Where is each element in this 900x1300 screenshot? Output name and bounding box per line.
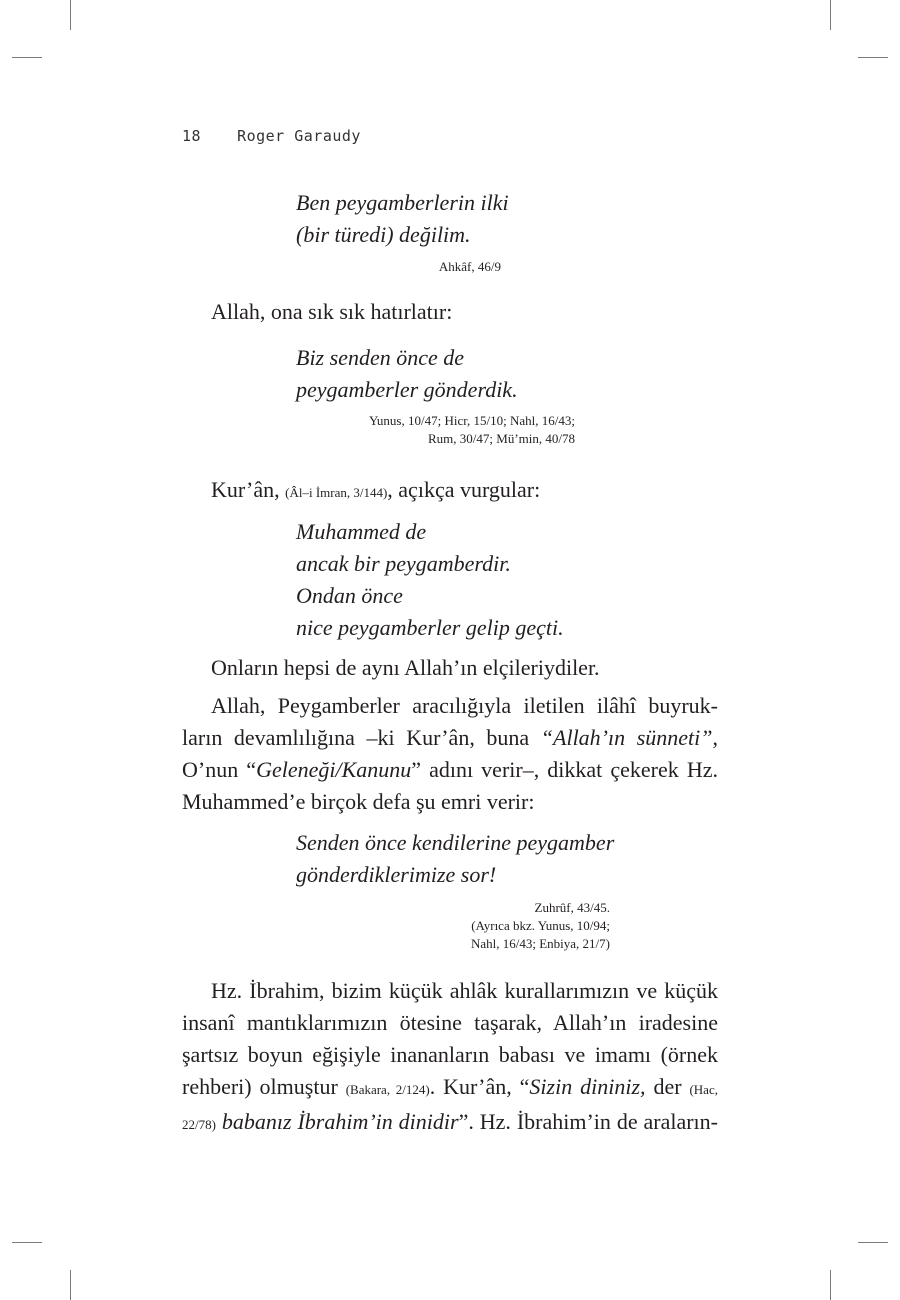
- verse-line: Muhammed de: [296, 519, 427, 544]
- text-run: , açıkça vurgular:: [387, 477, 541, 502]
- running-header: [182, 127, 361, 145]
- text-run: . Kur’ân, “: [429, 1074, 530, 1099]
- verse-line: peygamberler gönderdik.: [296, 377, 518, 402]
- verse-line: Biz senden önce de: [296, 345, 464, 370]
- text-line: Onların hepsi de aynı Allah’ın elçileriydiler.: [211, 655, 600, 680]
- verse-line: Senden önce kendilerine peygamber: [296, 830, 615, 855]
- text-line: [182, 474, 718, 509]
- verse-line: gönderdiklerimize sor!: [296, 862, 497, 887]
- reference-line: Yunus, 10/47; Hicr, 15/10; Nahl, 16/43;: [368, 413, 575, 428]
- text-line: [182, 1106, 718, 1141]
- crop-mark: [12, 1242, 42, 1243]
- crop-mark: [830, 1270, 831, 1300]
- reference-line: (Ayrıca bkz. Yunus, 10/94;: [471, 918, 610, 933]
- verse-reference: [471, 899, 610, 953]
- reference-line: Rum, 30/47; Mü’min, 40/78: [428, 431, 575, 446]
- text-run: rehberi) olmuştur: [182, 1074, 346, 1099]
- text-run: ların devamlılığına –ki Kur’ân, buna: [182, 725, 541, 750]
- paragraph: [182, 296, 718, 328]
- emphasis: Geleneği/Kanunu: [256, 757, 412, 782]
- citation: 22/78): [182, 1117, 216, 1132]
- crop-mark: [70, 0, 71, 30]
- citation: (Hac,: [689, 1082, 718, 1097]
- verse-quote: [296, 827, 614, 891]
- verse-reference: Ahkâf, 46/9: [438, 259, 501, 274]
- text-line: Allah, Peygamberler aracılığıyla iletilen ilâhî buyruk-: [211, 693, 718, 718]
- verse-line: ancak bir peygamberdir.: [296, 551, 511, 576]
- text-line: [182, 754, 718, 786]
- emphasis: Sizin dininiz,: [529, 1074, 646, 1099]
- crop-mark: [858, 1242, 888, 1243]
- text-run: O’nun “: [182, 757, 257, 782]
- verse-line: Ben peygamberlerin ilki: [296, 190, 509, 215]
- header-author: Roger Garaudy: [237, 127, 361, 145]
- text-run: ,: [712, 725, 719, 750]
- verse-line: (bir türedi) değilim.: [296, 222, 471, 247]
- text-run: Kur’ân,: [211, 477, 286, 502]
- verse-quote: [296, 187, 509, 251]
- crop-mark: [830, 0, 831, 30]
- citation: (Bakara, 2/124): [345, 1082, 430, 1097]
- paragraph: [182, 690, 718, 818]
- reference-line: Zuhrûf, 43/45.: [534, 900, 610, 915]
- citation: (Âl–i İmran, 3/144): [285, 485, 388, 500]
- text-line: Muhammed’e birçok defa şu emri verir:: [182, 789, 535, 814]
- emphasis: “Allah’ın sünneti”: [540, 725, 713, 750]
- paragraph: [182, 474, 718, 509]
- paragraph: [182, 652, 718, 684]
- text-line: Allah, ona sık sık hatırlatır:: [211, 299, 453, 324]
- reference-line: Nahl, 16/43; Enbiya, 21/7): [470, 936, 610, 951]
- text-line: şartsız boyun eğişiyle inananların babası ve imamı (örnek: [182, 1042, 718, 1067]
- verse-line: nice peygamberler gelip geçti.: [296, 615, 564, 640]
- text-run: ”. Hz. İbrahim’in de araların-: [458, 1109, 718, 1134]
- paragraph: [182, 975, 718, 1141]
- text-run: der: [645, 1074, 690, 1099]
- text-run: ” adını verir–, dikkat çekerek Hz.: [411, 757, 718, 782]
- text-line: Hz. İbrahim, bizim küçük ahlâk kurallarımızın ve küçük: [211, 978, 718, 1003]
- crop-mark: [12, 57, 42, 58]
- crop-mark: [70, 1270, 71, 1300]
- verse-line: Ondan önce: [296, 583, 403, 608]
- text-line: insanî mantıklarımızın ötesine taşarak, Allah’ın iradesine: [182, 1010, 718, 1035]
- text-line: [182, 1071, 718, 1106]
- verse-quote: [296, 342, 518, 406]
- crop-mark: [858, 57, 888, 58]
- page-number: 18: [182, 127, 202, 145]
- verse-quote: [296, 516, 564, 644]
- text-line: [182, 722, 718, 754]
- emphasis: babanız İbrahim’in dinidir: [215, 1109, 459, 1134]
- verse-reference: [369, 412, 575, 448]
